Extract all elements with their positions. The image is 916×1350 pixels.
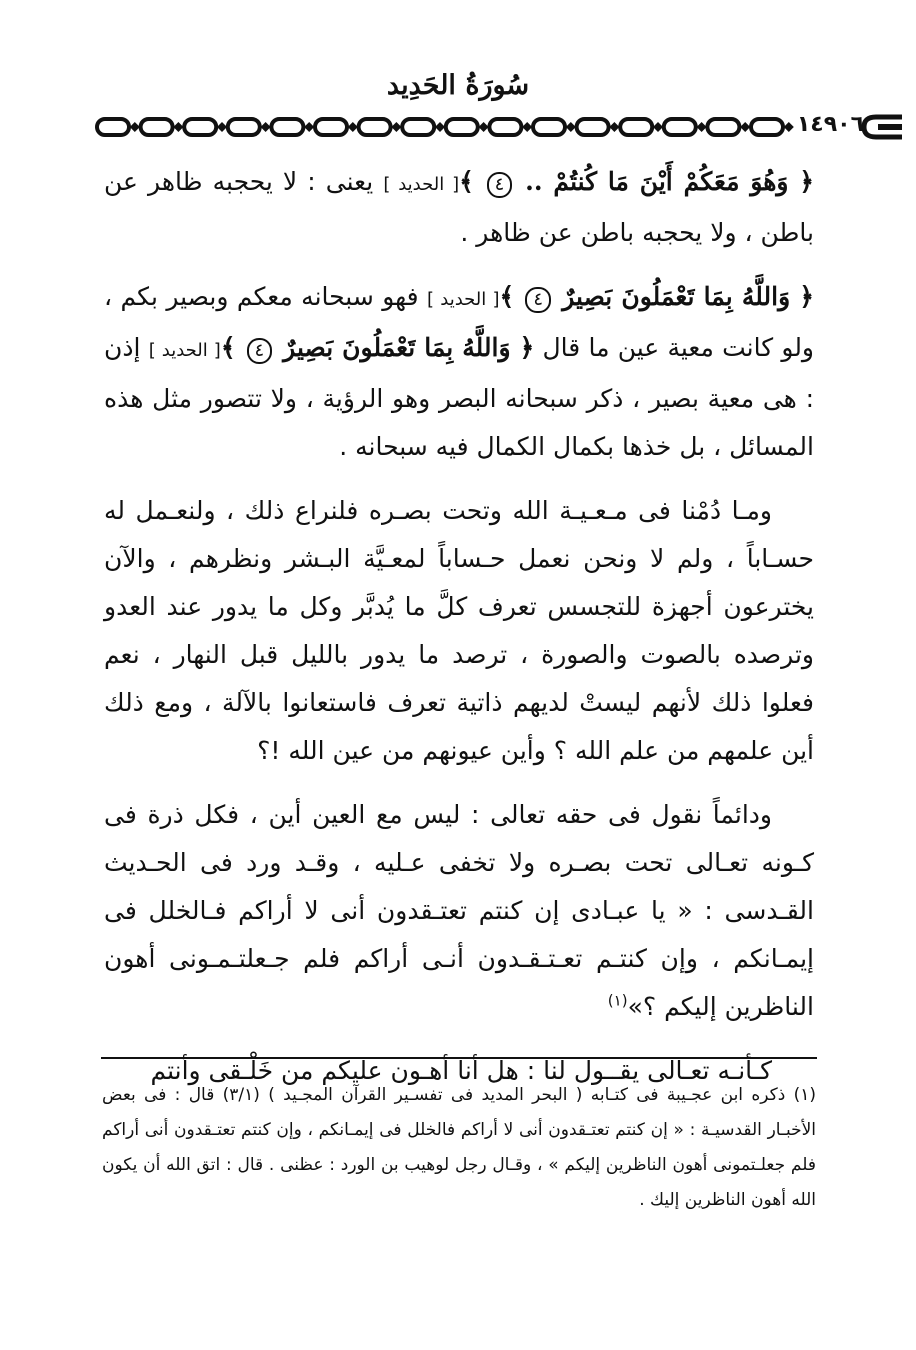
footnote-1: (١) ذكره ابن عجـيبة فى كتـابه ( البحر المديد فى تفسـير القرآن المجـيد ) (٣/١) قال : فى بعض الأخبـار القدسيـة : « إن كنتم تعتـقدون أنى لا أراكم فالخلل فى إيمـانكم ، وإن كنتم تعتـقدون أنى أراكم فلم جعلـتمونى أهون الناظرين إليكم » ، وقـال رجل لوهيب بن الورد : عظنى . قال : اتق الله أن يكون الله أهون الناظرين إليك . xyxy=(102,1085,816,1210)
ornament-diamond xyxy=(522,122,532,132)
ornament-link xyxy=(402,119,434,135)
quran-quote: ﴿ وَهُوَ مَعَكُمْ أَيْنَ مَا كُنتُمْ .. xyxy=(514,167,815,196)
paragraph-text: إذن : هى معية بصير ، ذكر سبحانه البصر وهو الرؤية ، ولا تتصور مثل هذه المسائل ، بل خذها بكمال الكمال فيه سبحانه . xyxy=(104,333,814,461)
ornament-diamond xyxy=(653,122,663,132)
ornament-diamond xyxy=(566,122,576,132)
paragraph-5: كـأنـه تعـالى يقــول لنا : هل أنا أهـون عليكم من خَلْـقى وأنتم xyxy=(150,1056,772,1085)
ornament-diamond xyxy=(130,122,140,132)
paragraph-text: يعنى : لا يحجبه ظاهر عن باطن ، ولا يحجبه باطن عن ظاهر . xyxy=(104,167,814,247)
ornament-link xyxy=(707,119,739,135)
paragraph-text: ودائماً نقول فى حقه تعالى : ليس مع العين أين ، فكل ذرة فى كـونه تعـالى تحت بصـره ولا تخفى عـليه ، وقـد ورد فى الحـديث القـدسى : « يا عبـادى إن كنتم تعتـقدون أنى لا أراكم فـالخلل فى إيمـانكم ، وإن كنتـم تعـتـقـدون أنـى أراكم فلم جـعلتـمـونى أهون الناظرين إليكم ؟» xyxy=(104,800,814,1021)
ornament-link xyxy=(271,119,303,135)
ornament-diamond xyxy=(173,122,183,132)
ornament-diamond xyxy=(740,122,750,132)
ornament-diamond xyxy=(304,122,314,132)
ornament-link xyxy=(751,119,783,135)
quran-quote: ﴿ وَاللَّهُ بِمَا تَعْمَلُونَ بَصِيرٌ xyxy=(553,282,815,311)
surah-reference: [ الحديد ] xyxy=(427,289,500,310)
paragraph-1 xyxy=(104,158,814,257)
ornament-link xyxy=(141,119,173,135)
ornament-link xyxy=(664,119,696,135)
ornament-diamond xyxy=(217,122,227,132)
footnote-divider xyxy=(101,1057,817,1059)
ayah-number: ٤ xyxy=(525,287,551,313)
paragraph-text: فهو سبحانه معكم وبصير بكم ، ولو كانت معية عين ما قال xyxy=(104,282,815,362)
ornament-link xyxy=(97,119,129,135)
ornament-diamond xyxy=(479,122,489,132)
header-ornament-border xyxy=(95,116,803,138)
ornament-link xyxy=(533,119,565,135)
ayah-number: ٤ xyxy=(487,172,513,198)
ornament-cap-icon xyxy=(862,114,904,140)
ornament-diamond xyxy=(348,122,358,132)
ornament-diamond xyxy=(609,122,619,132)
paragraph-4 xyxy=(104,791,814,1031)
ornament-diamond xyxy=(261,122,271,132)
ornament-link xyxy=(359,119,391,135)
ornament-link xyxy=(228,119,260,135)
ornament-diamond xyxy=(784,122,794,132)
ornament-diamond xyxy=(391,122,401,132)
ornament-link xyxy=(489,119,521,135)
quran-quote-close: ﴾ xyxy=(499,282,524,311)
ornament-link xyxy=(315,119,347,135)
footnote-marker: (١) xyxy=(607,991,628,1010)
footnotes xyxy=(102,1078,816,1218)
ornament-link xyxy=(577,119,609,135)
ornament-link xyxy=(446,119,478,135)
paragraph-2 xyxy=(104,273,814,471)
page-number: ١٤٩٠٦ xyxy=(796,112,864,137)
quran-quote: ﴿ وَاللَّهُ بِمَا تَعْمَلُونَ بَصِيرٌ xyxy=(274,333,535,362)
paragraph-3: ومـا دُمْنا فى مـعـيـة الله وتحت بصـره فلنراع ذلك ، ولنعـمل له حسـاباً ، ولم لا ونحن نعمل حـساباً لمعـيَّة البـشر ونظرهم ، والآن يخترعون أجهزة للتجسس تعرف كلَّ ما يُدبَّر وكل ما يدور عند العدو وترصده بالصوت والصورة ، ترصد ما يدور بالليل قبل النهار ، نعم فعلوا ذلك لأنهم ليستْ لديهم ذاتية تعرف فاستعانوا بالآلة ، ومع ذلك أين علمهم من علم الله ؟ وأين عيونهم من عين الله !؟ xyxy=(104,496,814,765)
quran-quote-close: ﴾ xyxy=(459,167,485,196)
surah-title: سُورَةُ الحَدِيد xyxy=(386,70,530,101)
ayah-number: ٤ xyxy=(247,338,273,364)
ornament-link xyxy=(620,119,652,135)
ornament-link xyxy=(184,119,216,135)
ornament-diamond xyxy=(435,122,445,132)
surah-reference: [ الحديد ] xyxy=(148,340,221,361)
ornament-diamond xyxy=(697,122,707,132)
quran-quote-close: ﴾ xyxy=(220,333,245,362)
main-text xyxy=(104,158,814,1111)
surah-reference: [ الحديد ] xyxy=(383,174,460,195)
